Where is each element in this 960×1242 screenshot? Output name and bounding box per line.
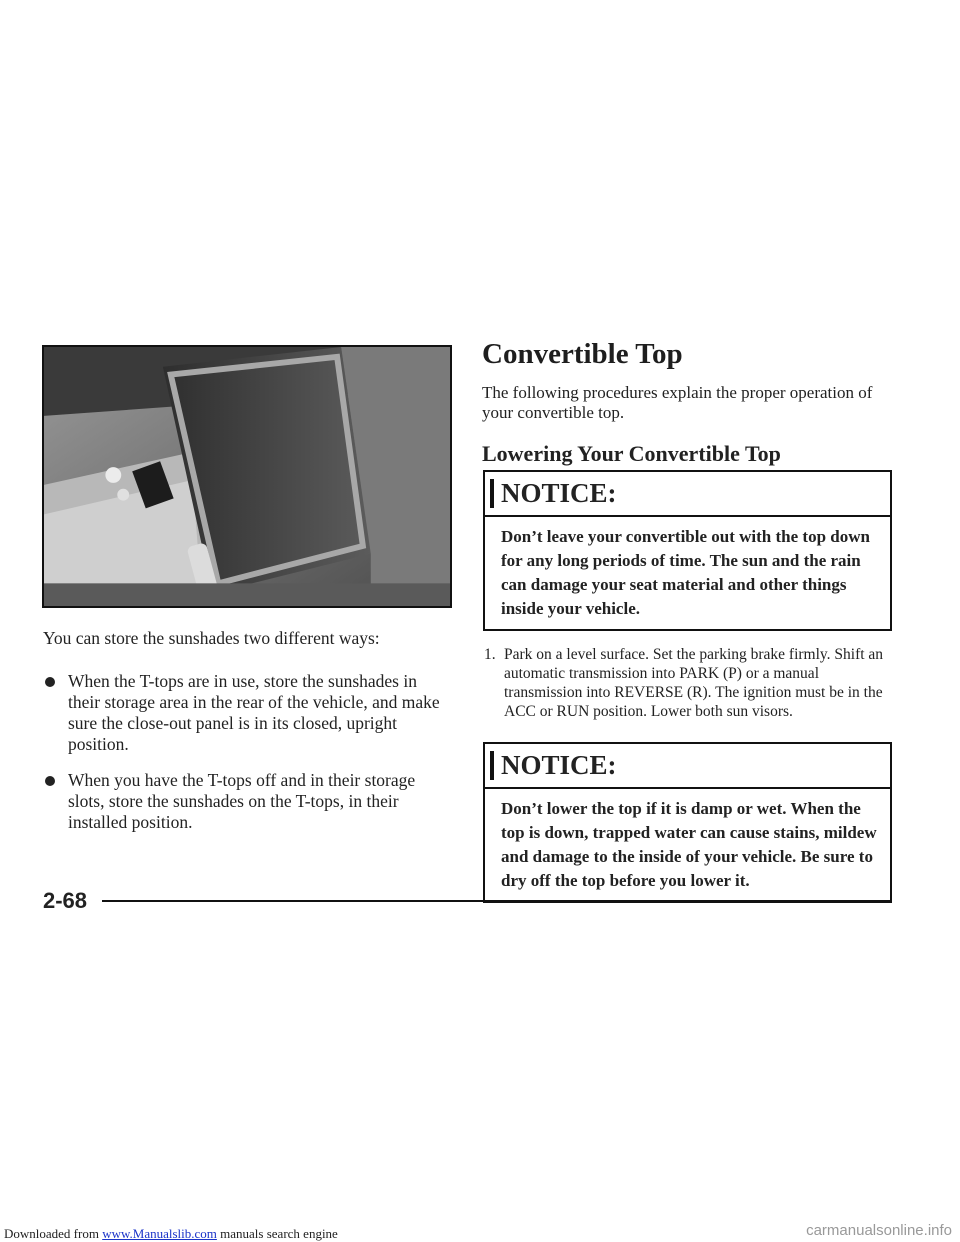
step-text: Park on a level surface. Set the parking brake firmly. Shift an automatic transmission into PARK (P) or a manual transmission into REVERSE (R). The ignition must be in the ACC or RUN position. Lower both sun visors. [504, 646, 884, 720]
step-number: 1. [484, 646, 496, 663]
notice-header [485, 472, 890, 517]
download-suffix: manuals search engine [220, 1226, 338, 1241]
right-column [482, 336, 892, 485]
notice-body: Don’t leave your convertible out with the top down for any long periods of time. The sun and the rain can damage your seat material and other things inside your vehicle. [501, 527, 870, 618]
sunshade-storage-illustration [44, 347, 450, 606]
manualslib-link[interactable]: www.Manualslib.com [102, 1226, 217, 1241]
bullet-icon [45, 677, 55, 687]
list-item [43, 671, 443, 755]
notice-title: NOTICE: [501, 750, 617, 780]
bullet-text: When you have the T-tops off and in their storage slots, store the sunshades on the T-tops, in their installed position. [68, 770, 416, 832]
notice-header [485, 744, 890, 789]
section-intro: The following procedures explain the proper operation of your convertible top. [482, 383, 873, 422]
procedure-step [484, 645, 894, 721]
left-column [43, 628, 443, 848]
notice-box [483, 470, 892, 631]
list-item [43, 770, 443, 833]
page-title: Convertible Top [482, 338, 683, 370]
sunshade-storage-photo [42, 345, 452, 608]
notice-box [483, 742, 892, 903]
watermark-text: carmanualsonline.info [806, 1222, 952, 1239]
notice-bar-icon [490, 479, 494, 508]
footer-divider [102, 900, 892, 902]
sunshade-intro: You can store the sunshades two different ways: [43, 628, 380, 648]
sunshade-bullets [43, 671, 443, 833]
page-number: 2-68 [43, 888, 88, 913]
bullet-text: When the T-tops are in use, store the sunshades in their storage area in the rear of the vehicle, and make sure the close-out panel is in its closed, upright position. [68, 671, 440, 754]
notice-body: Don’t lower the top if it is damp or wet. When the top is down, trapped water can cause stains, mildew and damage to the inside of your vehicle. Be sure to dry off the top before you lower it. [501, 799, 877, 890]
section-subheading: Lowering Your Convertible Top [482, 441, 781, 466]
notice-title: NOTICE: [501, 478, 617, 508]
download-prefix: Downloaded from [4, 1226, 99, 1241]
bullet-icon [45, 776, 55, 786]
download-note [4, 1226, 338, 1242]
notice-bar-icon [490, 751, 494, 780]
